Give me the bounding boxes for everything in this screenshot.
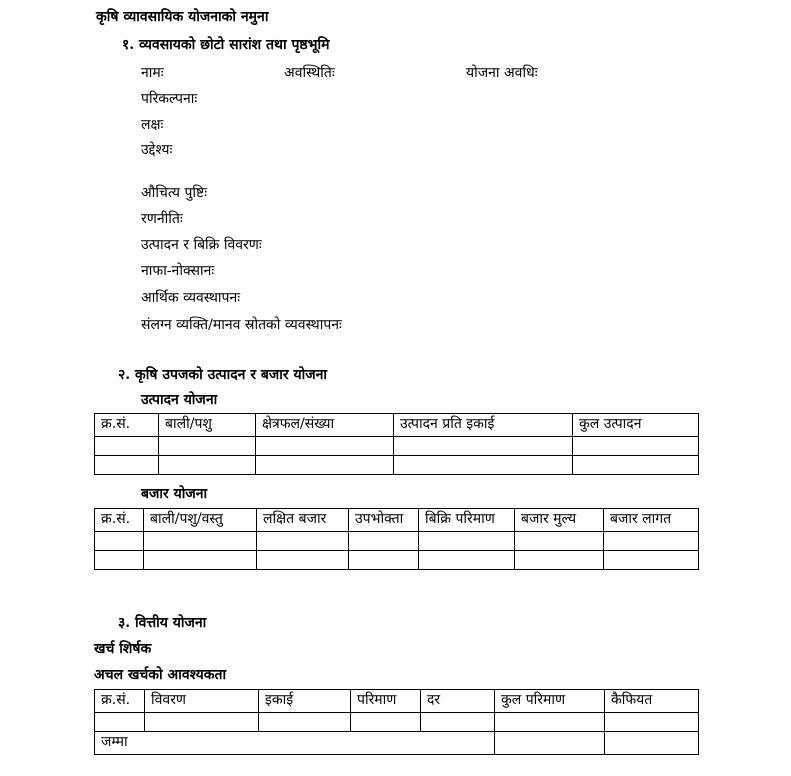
table-header-cell: इकाई	[259, 690, 351, 713]
field-location: अवस्थितिः	[284, 65, 335, 81]
table-header-cell: बजार मुल्य	[515, 509, 604, 532]
table-row	[95, 456, 699, 475]
table-cell	[421, 713, 495, 732]
field-production-sales: उत्पादन र बिक्रि विवरणः	[141, 237, 262, 253]
table-header-cell: बिक्रि परिमाण	[419, 509, 515, 532]
table-cell	[95, 551, 144, 570]
table-header-cell: बाली/पशु/वस्तु	[144, 509, 257, 532]
table-cell	[394, 437, 573, 456]
section2-heading: २. कृषि उपजको उत्पादन र बजार योजना	[118, 367, 328, 383]
table-cell	[515, 532, 604, 551]
table-cell	[259, 713, 351, 732]
table-cell	[256, 437, 394, 456]
table-header-cell: लक्षित बजार	[257, 509, 349, 532]
document-title: कृषि व्यावसायिक योजनाको नमुना	[96, 9, 269, 25]
table-cell	[256, 456, 394, 475]
table-cell	[515, 551, 604, 570]
section3-heading: ३. वित्तीय योजना	[118, 615, 207, 631]
expense-heading: खर्च शिर्षक	[94, 641, 152, 657]
market-plan-title: बजार योजना	[141, 486, 208, 502]
table-cell	[95, 713, 145, 732]
table-cell	[145, 713, 259, 732]
table-cell	[349, 551, 419, 570]
table-header-cell: कुल उत्पादन	[573, 414, 699, 437]
table-cell	[495, 713, 605, 732]
table-cell	[159, 456, 256, 475]
table-header-cell: क्र.सं.	[95, 414, 159, 437]
table-cell	[394, 456, 573, 475]
table-cell	[95, 437, 159, 456]
table-row	[95, 551, 699, 570]
table-header-cell: उपभोक्ता	[349, 509, 419, 532]
table-total-row	[95, 732, 699, 755]
table-cell	[95, 456, 159, 475]
table-header-cell: दर	[421, 690, 495, 713]
table-cell	[573, 437, 699, 456]
table-header-cell: कैफियत	[605, 690, 699, 713]
table-cell	[349, 532, 419, 551]
table-cell	[95, 532, 144, 551]
field-strategy: रणनीतिः	[141, 211, 183, 227]
table-header-cell: क्र.सं.	[95, 509, 144, 532]
market-plan-table	[94, 508, 699, 570]
field-hr-management: संलग्न व्यक्ति/मानव स्रोतको व्यवस्थापनः	[141, 317, 342, 333]
table-cell	[351, 713, 421, 732]
table-row	[95, 713, 699, 732]
table-header-cell: क्षेत्रफल/संख्या	[256, 414, 394, 437]
table-header-cell: बजार लागत	[604, 509, 699, 532]
fixed-expense-heading: अचल खर्चको आवश्यकता	[94, 667, 227, 683]
table-header-row	[95, 414, 699, 437]
field-concept: परिकल्पनाः	[141, 91, 198, 107]
table-header-cell: उत्पादन प्रति इकाई	[394, 414, 573, 437]
table-header-cell: विवरण	[145, 690, 259, 713]
production-plan-table	[94, 413, 699, 475]
field-objective: उद्देश्यः	[141, 142, 173, 158]
field-justification: औचित्य पुष्टिः	[141, 185, 208, 201]
table-cell	[605, 732, 699, 755]
table-cell	[605, 713, 699, 732]
table-cell	[144, 551, 257, 570]
table-cell	[419, 532, 515, 551]
field-goal: लक्षः	[141, 117, 164, 133]
field-name: नामः	[141, 65, 164, 81]
table-cell	[495, 732, 605, 755]
table-cell	[419, 551, 515, 570]
table-header-cell: क्र.सं.	[95, 690, 145, 713]
table-header-cell: बाली/पशु	[159, 414, 256, 437]
table-cell	[573, 456, 699, 475]
table-cell	[257, 532, 349, 551]
production-plan-title: उत्पादन योजना	[141, 392, 218, 408]
table-cell	[144, 532, 257, 551]
table-cell	[257, 551, 349, 570]
field-profit-loss: नाफा-नोक्सानः	[141, 263, 215, 279]
table-cell	[604, 551, 699, 570]
table-header-row	[95, 509, 699, 532]
table-row	[95, 437, 699, 456]
table-row	[95, 532, 699, 551]
table-header-cell: कुल परिमाण	[495, 690, 605, 713]
table-header-cell: परिमाण	[351, 690, 421, 713]
section1-heading: १. व्यवसायको छोटो सारांश तथा पृष्ठभूमि	[122, 37, 330, 53]
total-label: जम्मा	[95, 732, 495, 755]
table-cell	[604, 532, 699, 551]
field-financial-management: आर्थिक व्यवस्थापनः	[141, 290, 241, 306]
fixed-expense-table	[94, 689, 699, 755]
table-header-row	[95, 690, 699, 713]
field-duration: योजना अवधिः	[466, 65, 538, 81]
table-cell	[159, 437, 256, 456]
